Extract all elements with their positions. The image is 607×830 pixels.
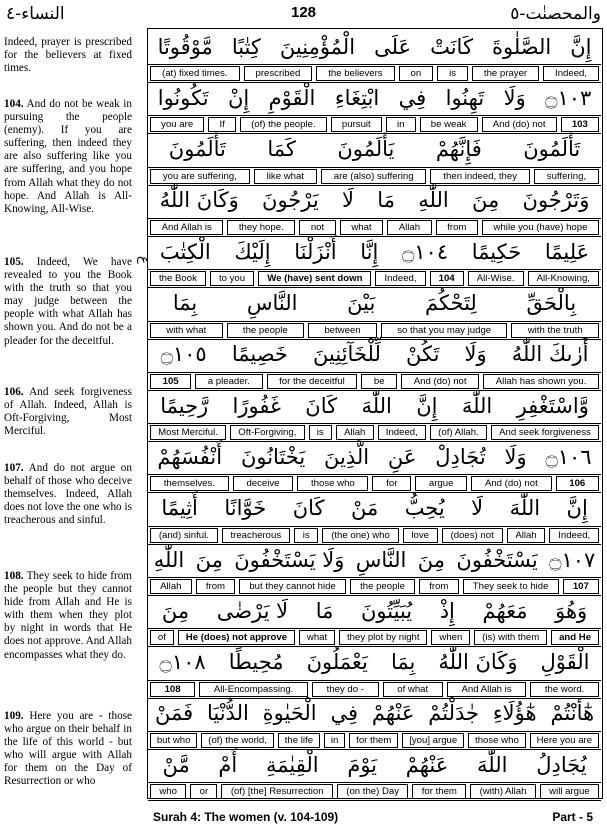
gloss-cell: pursuit (331, 117, 382, 132)
surah-name-arabic: النساء-٤ (6, 4, 65, 24)
gloss-cell: Allah (150, 579, 192, 594)
gloss-cell: Indeed, (543, 66, 599, 81)
arabic-word: يَوْمَ (347, 752, 378, 777)
gloss-cell: Indeed, (378, 425, 426, 440)
gloss-cell: (does) not (442, 528, 503, 543)
gloss-cell: They seek to hide (463, 579, 559, 594)
arabic-word: الْقَوْمِ (268, 85, 316, 110)
gloss-cell: what (299, 630, 335, 645)
gloss-cell: (the one) who (322, 528, 398, 543)
arabic-word: النَّاسِ (246, 291, 298, 315)
arabic-word: فِي (398, 85, 427, 110)
arabic-word: كَانَ (292, 496, 325, 521)
arabic-word: اللّٰهَ (477, 752, 508, 777)
gloss-cell: prescribed (244, 66, 313, 81)
gloss-cell: from (419, 579, 459, 594)
gloss-cell: a pleader. (195, 374, 262, 389)
arabic-word: جٰدَلْتُمْ (428, 701, 479, 726)
arabic-word: اللّٰهَ (461, 393, 493, 418)
arabic-word: فِي (330, 701, 359, 726)
gloss-cell: Allah (507, 528, 546, 543)
arabic-word: النَّاسِ (355, 547, 407, 572)
gloss-cell: the Book (150, 271, 206, 286)
gloss-cell: when (431, 630, 470, 645)
gloss-cell: they plot by night (339, 630, 427, 645)
arabic-word: لَا (342, 188, 354, 213)
arabic-word: لَا (471, 496, 484, 521)
gloss-cell: All-Encompassing. (199, 682, 308, 697)
verse-translation: 108. They seek to hide from the people but they cannot hide from Allah and He is with them when they plot by night in words that He does not approve. And Allah encompasses what they do. (4, 570, 132, 661)
arabic-word: كَانَتْ (430, 34, 473, 59)
arabic-word: يَأْلَمُونَ (337, 137, 395, 162)
arabic-word: الدُّنْيَا (206, 701, 249, 726)
page-header (0, 0, 607, 28)
arabic-line (148, 80, 601, 116)
arabic-word: الْكِتٰبَ (159, 239, 211, 264)
gloss-cell: but who (150, 733, 197, 748)
arabic-word: مِنَ (417, 547, 445, 572)
verse-translation: 107. And do not argue on behalf of those who deceive themselves. Indeed, Allah does not love the one who is treacherous and sinful. (4, 462, 132, 527)
arabic-word: الْقَوْلِ (540, 650, 590, 675)
gloss-cell: while you (have) hope (482, 220, 599, 235)
arabic-line (148, 491, 601, 527)
gloss-cell: argue (415, 476, 467, 491)
verse-translation: Indeed, prayer is prescribed for the believers at fixed times. (4, 36, 132, 75)
arabic-word: تُجَادِلْ (435, 444, 486, 469)
gloss-cell: the life (278, 733, 320, 748)
arabic-word: لِتَحْكُمَ (424, 291, 477, 315)
arabic-word: مَّوْقُوتًا (157, 34, 213, 59)
gloss-cell: will argue (540, 784, 599, 799)
arabic-word: ۝١٠٦ (545, 444, 592, 469)
gloss-cell: what (340, 220, 383, 235)
gloss-cell: All-Wise. (468, 271, 524, 286)
arabic-word: تَكُونُوا (157, 85, 209, 110)
arabic-word: أَنْزَلْنَا (294, 239, 337, 264)
arabic-word: إِنَّ (416, 393, 438, 418)
gloss-cell: the people (227, 323, 304, 338)
gloss-cell: or (190, 784, 217, 799)
arabic-word: إِنْ (227, 85, 250, 110)
english-gloss-line (148, 783, 601, 801)
arabic-word: الْمُؤْمِنِينَ (279, 34, 356, 59)
arabic-word: عَنْهُمْ (371, 701, 415, 726)
word-by-word-grid (147, 28, 603, 799)
arabic-word: هٰٓؤُلَاءِ (492, 701, 537, 726)
gloss-cell: suffering, (534, 169, 599, 184)
gloss-cell: with the truth (511, 323, 599, 338)
arabic-word: خَصِيمًا (231, 342, 288, 367)
arabic-word: يُجَادِلُ (536, 752, 587, 777)
gloss-cell: love (403, 528, 438, 543)
arabic-word: فَمَنْ (154, 701, 194, 726)
gloss-cell: If (208, 117, 236, 132)
gloss-cell: then indeed, they (430, 169, 529, 184)
arabic-word: لِّلْخَآئِنِينَ (313, 342, 381, 367)
gloss-cell: 105 (150, 374, 191, 389)
arabic-line (148, 593, 601, 629)
gloss-cell: (with) Allah (470, 784, 536, 799)
arabic-word: إِنَّا (360, 239, 379, 264)
gloss-cell: (of) the people. (240, 117, 327, 132)
arabic-word: مَعَهُمْ (482, 598, 528, 623)
arabic-word: الصَّلٰوةَ (491, 34, 552, 59)
gloss-cell: the people (350, 579, 415, 594)
page-footer (0, 808, 607, 828)
gloss-cell: is (437, 66, 468, 81)
arabic-word: كِتٰبًا (231, 34, 261, 59)
gloss-cell: Most Merciful. (150, 425, 226, 440)
gloss-cell: are (also) suffering (321, 169, 427, 184)
arabic-word: يُبَيِّتُونَ (360, 598, 413, 623)
arabic-word: عَنِ (387, 444, 417, 469)
arabic-word: أَنْفُسَهُمْ (157, 444, 223, 469)
arabic-word: ۝١٠٨ (159, 650, 206, 675)
arabic-word: اللّٰهِ (153, 547, 185, 572)
arabic-word: أَمْ (218, 752, 238, 777)
gloss-cell: is (294, 528, 318, 543)
arabic-line (148, 747, 601, 783)
gloss-cell: Oft-Forgiving, (230, 425, 305, 440)
gloss-cell: (is) with them (474, 630, 547, 645)
verse-translation: 109. Here you are - those who argue on their behalf in the life of this world - but who will argue with Allah for them on the Day of Resurrection or who (4, 710, 132, 788)
gloss-cell: the believers (316, 66, 394, 81)
gloss-cell: And (do) not (482, 117, 557, 132)
arabic-line (148, 132, 601, 168)
arabic-word: وَلَا يَسْتَخْفُونَ (234, 547, 345, 572)
gloss-cell: (of) Allah. (430, 425, 487, 440)
arabic-line (148, 234, 601, 270)
arabic-word: مِنَ (161, 598, 190, 623)
gloss-cell: be weak (420, 117, 478, 132)
arabic-word: عَنْهُمْ (405, 752, 449, 777)
arabic-word: فَإِنَّهُمْ (435, 137, 482, 162)
arabic-word: بِمَا (390, 650, 416, 675)
arabic-word: خَوَّانًا (224, 496, 267, 521)
arabic-word: تَأْلَمُونَ (168, 137, 226, 162)
arabic-word: كَمَا (267, 137, 296, 162)
arabic-word: أَرٰىكَ اللّٰهُ (511, 342, 589, 367)
gloss-cell: for them (349, 733, 398, 748)
gloss-cell: 104 (430, 271, 464, 286)
gloss-cell: 108 (150, 682, 195, 697)
part-label: Part - 5 (552, 810, 593, 824)
arabic-line (148, 388, 601, 424)
arabic-word: إِنَّ (566, 496, 588, 521)
arabic-word: وَلَا (503, 85, 526, 110)
arabic-word: تَكُنْ (405, 342, 440, 367)
gloss-cell: of (150, 630, 174, 645)
gloss-cell: (of) the world, (201, 733, 273, 748)
gloss-cell: themselves. (150, 476, 229, 491)
arabic-word: مُحِيطًا (228, 650, 284, 675)
gloss-cell: (on the) Day (337, 784, 408, 799)
arabic-word: أَثِيمًا (161, 496, 198, 521)
arabic-word: مَا (315, 598, 334, 623)
gloss-cell: like what (254, 169, 317, 184)
arabic-word: عَلِيمًا (544, 239, 590, 264)
verse-translation: 104. And do not be weak in pursuing the people (enemy). If you are suffering, then indeed they are also suffering like you are suffering, and you hope from Allah what they do not hope. And Allah is All-Knowing, All-Wise. (4, 98, 132, 215)
gloss-cell: Here you are (530, 733, 599, 748)
arabic-word: اللّٰهِ (418, 188, 449, 213)
arabic-word: بَيْنَ (347, 291, 376, 315)
arabic-line (148, 696, 601, 732)
gloss-cell: He (does) not approve (178, 630, 295, 645)
ruku-marker: ع (136, 256, 151, 264)
gloss-cell: for (372, 476, 411, 491)
arabic-line (148, 183, 601, 219)
gloss-cell: from (196, 579, 236, 594)
gloss-cell: (at) fixed times. (150, 66, 239, 81)
verse-translation: 106. And seek forgiveness of Allah. Indeed, Allah is Oft-Forgiving, Most Merciful. (4, 386, 132, 438)
gloss-cell: the prayer (472, 66, 539, 81)
gloss-cell: 106 (556, 476, 600, 491)
arabic-word: وَكَانَ اللّٰهُ (159, 188, 239, 213)
gloss-cell: on (399, 66, 434, 81)
verse-translation: 105. Indeed, We have revealed to you the Book with the truth so that you may judge between the people with what Allah has shown you. And do not be a pleader for the deceitful. (4, 256, 133, 347)
arabic-word: ۝١٠٤ (401, 239, 449, 264)
gloss-cell: And (do) not (401, 374, 479, 389)
arabic-line (148, 286, 601, 322)
gloss-cell: is (309, 425, 332, 440)
gloss-cell: not (299, 220, 335, 235)
gloss-cell: We (have) sent down (258, 271, 371, 286)
gloss-cell: And Allah is (150, 220, 223, 235)
arabic-line (148, 542, 601, 578)
arabic-word: غَفُورًا (232, 393, 281, 418)
arabic-line (148, 645, 601, 681)
gloss-cell: they hope. (227, 220, 295, 235)
arabic-word: مَّنْ (162, 752, 190, 777)
arabic-word: ۝١٠٧ (549, 547, 596, 572)
gloss-cell: so that you may judge (381, 323, 508, 338)
gloss-cell: Allah (336, 425, 374, 440)
arabic-word: رَّحِيمًا (160, 393, 209, 418)
arabic-word: وَكَانَ اللّٰهُ (438, 650, 518, 675)
gloss-cell: in (324, 733, 345, 748)
gloss-cell: those who (468, 733, 526, 748)
arabic-word: إِنَّ (570, 34, 592, 59)
arabic-word: كَانَ (305, 393, 338, 418)
gloss-cell: you are suffering, (150, 169, 250, 184)
arabic-word: حَكِيمًا (471, 239, 522, 264)
arabic-word: الْقِيٰمَةِ (266, 752, 319, 777)
gloss-cell: (of) [the] Resurrection (221, 784, 332, 799)
arabic-word: الْحَيٰوةِ (262, 701, 317, 726)
gloss-cell: be (361, 374, 397, 389)
arabic-word: وَتَرْجُونَ (522, 188, 590, 213)
arabic-word: لَا يَرْضٰى (216, 598, 289, 623)
gloss-cell: And Allah is (447, 682, 526, 697)
gloss-cell: between (308, 323, 377, 338)
arabic-word: بِالْحَقِّ (526, 291, 577, 315)
arabic-word: يَعْمَلُونَ (306, 650, 368, 675)
arabic-word: ۝١٠٣ (545, 85, 592, 110)
arabic-word: مَا (377, 188, 395, 213)
arabic-word: ۝١٠٥ (160, 342, 207, 367)
arabic-word: وَلَا (464, 342, 487, 367)
arabic-word: مِنَ (195, 547, 223, 572)
arabic-word: يَرْجُونَ (262, 188, 319, 213)
gloss-cell: Indeed, (375, 271, 425, 286)
gloss-cell: and He (551, 630, 599, 645)
gloss-cell: deceive (233, 476, 294, 491)
gloss-cell: who (150, 784, 186, 799)
arabic-word: يَسْتَخْفُونَ (456, 547, 538, 572)
gloss-cell: And (do) not (471, 476, 551, 491)
arabic-word: مِنَ (472, 188, 500, 213)
arabic-word: يُحِبُّ (404, 496, 445, 521)
gloss-cell: Allah has shown you. (483, 374, 599, 389)
gloss-cell: treacherous (222, 528, 290, 543)
arabic-word: وَّاسْتَغْفِرِ (516, 393, 589, 418)
arabic-word: يَخْتَانُونَ (240, 444, 306, 469)
arabic-word: مَنْ (351, 496, 379, 521)
arabic-line (148, 29, 601, 65)
arabic-word: إِذْ (439, 598, 455, 623)
arabic-word: بِمَا (172, 291, 198, 315)
gloss-cell: those who (297, 476, 368, 491)
arabic-word: اللّٰهَ (361, 393, 392, 418)
gloss-cell: the word. (530, 682, 599, 697)
arabic-word: إِلَيْكَ (234, 239, 271, 264)
gloss-cell: from (436, 220, 478, 235)
gloss-cell: in (386, 117, 416, 132)
arabic-word: الَّذِينَ (324, 444, 370, 469)
gloss-cell: you are (150, 117, 204, 132)
page-number: 128 (290, 4, 317, 21)
arabic-word: هٰٓأَنْتُمْ (550, 701, 595, 726)
gloss-cell: for the deceitful (267, 374, 358, 389)
arabic-word: اللّٰهَ (509, 496, 541, 521)
arabic-word: عَلَى (374, 34, 412, 59)
arabic-word: تَأْلَمُونَ (523, 137, 581, 162)
gloss-cell: of what (383, 682, 443, 697)
translation-column (0, 28, 151, 800)
gloss-cell: to you (210, 271, 254, 286)
gloss-cell: 103 (561, 117, 599, 132)
gloss-cell: Allah (387, 220, 431, 235)
gloss-cell: (and) sinful. (150, 528, 218, 543)
gloss-cell: but they cannot hide (239, 579, 346, 594)
arabic-word: تَهِنُوا (445, 85, 485, 110)
arabic-line (148, 337, 601, 373)
part-name-arabic: والمحصنٰت-٥ (510, 4, 601, 24)
arabic-line (148, 439, 601, 475)
gloss-cell: Indeed, (549, 528, 599, 543)
gloss-cell: for them (412, 784, 466, 799)
gloss-cell: [you] argue (402, 733, 464, 748)
gloss-cell: 107 (563, 579, 599, 594)
surah-label: Surah 4: The women (v. 104-109) (153, 810, 339, 824)
gloss-cell: with what (150, 323, 223, 338)
arabic-word: وَهُوَ (555, 598, 588, 623)
gloss-cell: All-Knowing, (528, 271, 599, 286)
gloss-cell: And seek forgiveness (491, 425, 599, 440)
arabic-word: وَلَا (504, 444, 527, 469)
gloss-cell: they do - (312, 682, 379, 697)
arabic-word: ابْتِغَاءِ (334, 85, 380, 110)
